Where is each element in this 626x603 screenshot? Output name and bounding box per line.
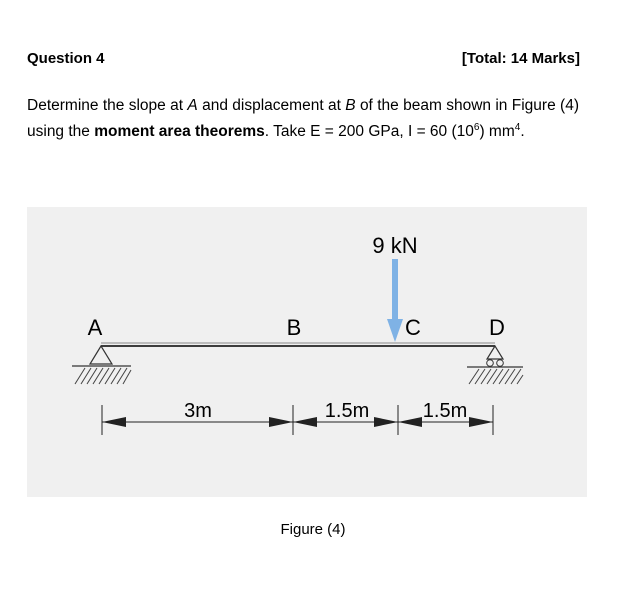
beam-figure [27, 207, 587, 497]
dim-label-ab: 3m [184, 400, 212, 422]
point-label-d: D [489, 315, 505, 340]
dim-label-bc: 1.5m [324, 400, 370, 422]
figure-caption: Figure (4) [280, 521, 346, 538]
point-label-b: B [286, 315, 302, 340]
roller-support-icon [467, 346, 523, 384]
point-load-arrow [387, 259, 403, 342]
dim-label-cd: 1.5m [422, 400, 468, 422]
method-name: moment area theorems [94, 123, 265, 141]
total-marks: [Total: 14 Marks] [461, 50, 580, 67]
pin-support-icon [72, 346, 131, 384]
point-label-c: C [405, 315, 421, 340]
point-label-a: A [87, 315, 103, 340]
question-text: Determine the slope at A and displacement at B of the beam shown in Figure (4) using the moment area theorems. Take E = 200 GPa, I = 60 $(10^6)$ $mm^4$. [27, 97, 579, 141]
load-label: 9 kN [372, 233, 418, 258]
question-title: Question 4 [27, 50, 105, 67]
